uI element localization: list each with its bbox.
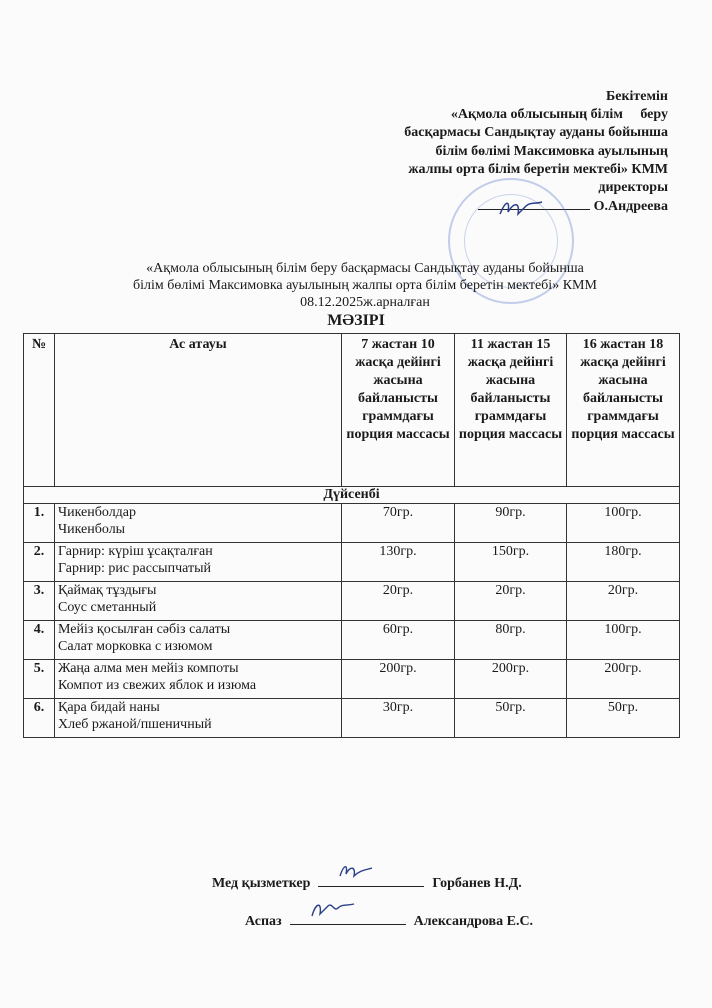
col-header-number: № [24,334,55,487]
portion-age-16-18: 50гр. [567,699,680,738]
cook-name: Александрова Е.С. [413,914,534,929]
cook-signature-scribble [308,898,358,922]
heading-line: білім бөлімі Максимовка ауылының жалпы орта білім беретін мектебі» КММ [133,278,597,293]
portion-age-16-18: 200гр. [567,660,680,699]
row-number: 1. [24,504,55,543]
dish-name-kz: Чикенболдар [58,505,137,520]
approval-line: «Ақмола облысының білім беру [450,107,668,123]
nurse-label: Мед қызметкер [212,876,311,891]
table-row [24,660,680,699]
portion-age-11-15: 50гр. [455,699,567,738]
cook-signature-blank [290,910,406,925]
col-header-age-7-10: 7 жастан 10 жасқа дейінгі жасына байланысты граммдағы порция массасы [342,334,455,487]
portion-age-16-18: 180гр. [567,543,680,582]
director-name: О.Андреева [593,199,668,215]
day-label: Дүйсенбі [24,487,680,504]
heading-date: 08.12.2025ж.арналған [300,295,430,310]
portion-age-7-10: 130гр. [342,543,455,582]
heading-line: «Ақмола облысының білім беру басқармасы Сандықтау ауданы бойынша [146,261,584,276]
portion-age-11-15: 90гр. [455,504,567,543]
dish-name-ru: Соус сметанный [58,600,157,615]
approval-line: директоры [598,180,668,196]
approval-line: жалпы орта білім беретін мектебі» КММ [408,161,668,177]
portion-age-16-18: 20гр. [567,582,680,621]
row-number: 2. [24,543,55,582]
col-header-age-11-15: 11 жастан 15 жасқа дейінгі жасына байланысты граммдағы порция массасы [455,334,567,487]
portion-age-16-18: 100гр. [567,504,680,543]
dish-name-cell [55,621,342,660]
dish-name-cell [55,660,342,699]
cook-signature-row [245,910,533,930]
table-row [24,504,680,543]
nurse-signature-row [212,872,522,892]
portion-age-11-15: 150гр. [455,543,567,582]
menu-table [23,333,680,738]
nurse-name: Горбанев Н.Д. [432,876,522,891]
portion-age-7-10: 30гр. [342,699,455,738]
dish-name-cell [55,582,342,621]
dish-name-kz: Гарнир: күріш ұсақталған [58,544,213,559]
director-signature [496,196,546,220]
portion-age-11-15: 20гр. [455,582,567,621]
dish-name-ru: Гарнир: рис рассыпчатый [58,561,211,576]
portion-age-11-15: 80гр. [455,621,567,660]
table-header-row [24,334,680,487]
nurse-signature-scribble [336,860,376,882]
dish-name-kz: Мейіз қосылған сәбіз салаты [58,622,231,637]
dish-name-ru: Компот из свежих яблок и изюма [58,678,257,693]
table-row [24,621,680,660]
portion-age-7-10: 70гр. [342,504,455,543]
dish-name-kz: Қара бидай наны [58,700,160,715]
dish-name-kz: Жаңа алма мен мейіз компоты [58,661,239,676]
portion-age-7-10: 200гр. [342,660,455,699]
dish-name-kz: Қаймақ тұздығы [58,583,157,598]
day-row [24,487,680,504]
dish-name-cell [55,543,342,582]
approval-line: басқармасы Сандықтау ауданы бойынша [404,125,668,141]
row-number: 5. [24,660,55,699]
cook-label: Аспаз [245,914,282,929]
portion-age-16-18: 100гр. [567,621,680,660]
approval-line: білім бөлімі Максимовка ауылының [435,143,668,159]
dish-name-cell [55,504,342,543]
row-number: 6. [24,699,55,738]
document-heading [60,260,670,311]
portion-age-7-10: 60гр. [342,621,455,660]
table-row [24,699,680,738]
nurse-signature-blank [318,872,424,887]
dish-name-ru: Чикенболы [58,522,126,537]
dish-name-ru: Хлеб ржаной/пшеничный [58,717,212,732]
approval-line: Бекітемін [605,89,668,104]
portion-age-7-10: 20гр. [342,582,455,621]
table-row [24,543,680,582]
dish-name-ru: Салат морковка с изюмом [58,639,213,654]
col-header-age-16-18: 16 жастан 18 жасқа дейінгі жасына байланысты граммдағы порция массасы [567,334,680,487]
dish-name-cell [55,699,342,738]
row-number: 3. [24,582,55,621]
menu-title: МӘЗІРІ [327,312,385,329]
row-number: 4. [24,621,55,660]
table-row [24,582,680,621]
portion-age-11-15: 200гр. [455,660,567,699]
col-header-dish-name: Ас атауы [55,334,342,487]
